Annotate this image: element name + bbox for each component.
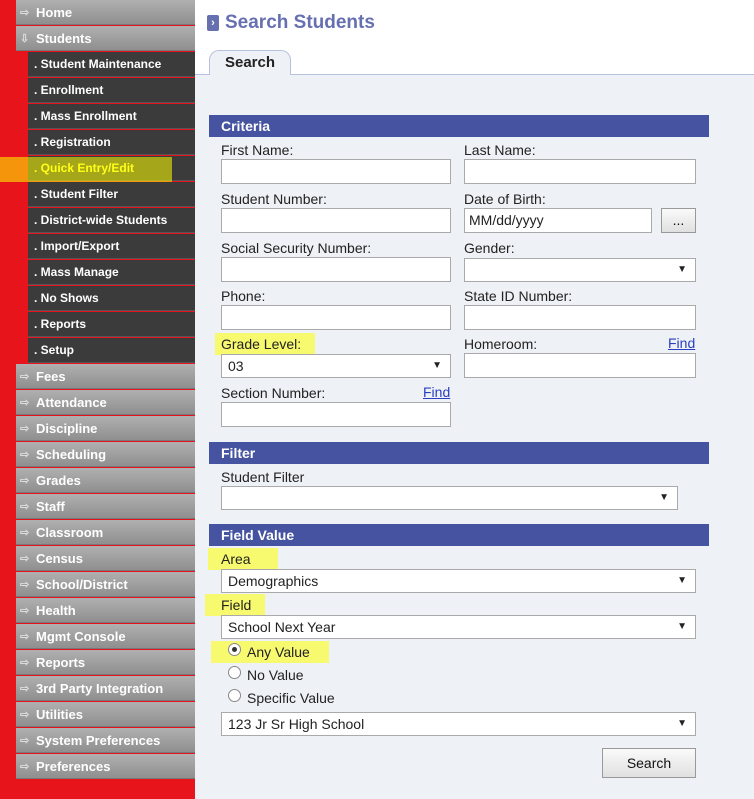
sidebar-item-label: Utilities xyxy=(36,706,83,722)
dropdown-arrow-icon: ▼ xyxy=(677,575,687,586)
subitem-prefix: . xyxy=(34,109,41,123)
subitem-prefix: . xyxy=(34,239,41,253)
student-number-field[interactable] xyxy=(221,208,451,233)
first-name-label: First Name: xyxy=(221,142,294,158)
sidebar-item-staff[interactable] xyxy=(16,494,195,519)
last-name-field[interactable] xyxy=(464,159,696,184)
sidebar-item-attendance[interactable] xyxy=(16,390,195,415)
specific-value-text: 123 Jr Sr High School xyxy=(228,716,365,732)
arrow-down-icon: ⇩ xyxy=(20,32,30,45)
sidebar-subitem-label: Setup xyxy=(40,343,75,357)
page-title xyxy=(207,12,375,34)
page-title-text: Search Students xyxy=(225,12,375,33)
sidebar-subitem-student-filter[interactable] xyxy=(28,182,195,207)
sidebar-subitem-mass-enrollment[interactable] xyxy=(28,104,195,129)
arrow-right-icon: ⇨ xyxy=(20,422,30,435)
arrow-right-icon: ⇨ xyxy=(20,6,30,19)
tab-strip xyxy=(195,50,754,75)
area-select[interactable] xyxy=(221,569,696,593)
specific-value-select[interactable] xyxy=(221,712,696,736)
dob-label: Date of Birth: xyxy=(464,191,546,207)
sidebar-subitem-label: Student Filter xyxy=(40,187,119,201)
dob-field[interactable]: MM/dd/yyyy xyxy=(464,208,652,233)
student-filter-select[interactable] xyxy=(221,486,678,510)
sidebar-subitem-label: Import/Export xyxy=(40,239,120,253)
field-value-header: Field Value xyxy=(209,524,709,546)
subitem-prefix: . xyxy=(34,317,41,331)
sidebar-item-mgmt-console[interactable] xyxy=(16,624,195,649)
sidebar-item-label: Health xyxy=(36,602,76,618)
criteria-header: Criteria xyxy=(209,115,709,137)
sidebar-subitem-student-maintenance[interactable] xyxy=(28,52,195,77)
specific-value-radio[interactable] xyxy=(228,689,241,702)
sidebar-item-label: Census xyxy=(36,550,83,566)
specific-value-label: Specific Value xyxy=(247,690,335,706)
any-value-radio[interactable] xyxy=(228,643,241,656)
arrow-right-icon: ⇨ xyxy=(20,656,30,669)
dropdown-arrow-icon: ▼ xyxy=(677,718,687,729)
subitem-prefix: . xyxy=(34,213,41,227)
arrow-right-icon: ⇨ xyxy=(20,500,30,513)
sidebar-item-system-preferences[interactable] xyxy=(16,728,195,753)
sidebar-item-label: Students xyxy=(36,30,92,46)
active-item-highlight xyxy=(0,157,172,182)
sidebar-item-utilities[interactable] xyxy=(16,702,195,727)
sidebar-item-preferences[interactable] xyxy=(16,754,195,779)
phone-label: Phone: xyxy=(221,288,266,304)
sidebar-subitem-enrollment[interactable] xyxy=(28,78,195,103)
tab-search[interactable]: Search xyxy=(209,50,291,76)
dropdown-arrow-icon: ▼ xyxy=(677,264,687,275)
sidebar-item-label: Home xyxy=(36,4,73,20)
phone-field[interactable] xyxy=(221,305,451,330)
sidebar-item-label: Classroom xyxy=(36,524,104,540)
homeroom-field[interactable] xyxy=(464,353,696,378)
arrow-right-icon: ⇨ xyxy=(20,474,30,487)
state-id-label: State ID Number: xyxy=(464,288,573,304)
search-button[interactable]: Search xyxy=(602,748,696,778)
sidebar-item-label: System Preferences xyxy=(36,732,161,748)
sidebar-item-home[interactable] xyxy=(16,0,195,25)
arrow-right-icon: ⇨ xyxy=(20,396,30,409)
homeroom-find-link[interactable]: Find xyxy=(668,335,696,351)
subitem-prefix: . xyxy=(34,57,41,71)
sidebar-item-3rd-party-integration[interactable] xyxy=(16,676,195,701)
filter-header: Filter xyxy=(209,442,709,464)
grade-level-value: 03 xyxy=(228,358,244,374)
sidebar-subitem-label: Mass Manage xyxy=(40,265,119,279)
last-name-label: Last Name: xyxy=(464,142,536,158)
sidebar-item-label: Staff xyxy=(36,498,65,514)
sidebar-item-discipline[interactable] xyxy=(16,416,195,441)
arrow-right-icon: ⇨ xyxy=(20,682,30,695)
subitem-prefix: . xyxy=(34,83,41,97)
arrow-right-icon: ⇨ xyxy=(20,708,30,721)
arrow-right-icon: ⇨ xyxy=(20,578,30,591)
arrow-right-icon: ⇨ xyxy=(20,760,30,773)
ssn-field[interactable] xyxy=(221,257,451,282)
sidebar-subitem-label: Mass Enrollment xyxy=(40,109,137,123)
sidebar-subitem-label: Student Maintenance xyxy=(40,57,162,71)
sidebar-item-census[interactable] xyxy=(16,546,195,571)
sidebar-subitem-registration[interactable] xyxy=(28,130,195,155)
dropdown-arrow-icon: ▼ xyxy=(677,621,687,632)
grade-level-select[interactable] xyxy=(221,354,451,378)
sidebar-item-health[interactable] xyxy=(16,598,195,623)
arrow-right-icon: ⇨ xyxy=(20,370,30,383)
arrow-right-icon: ⇨ xyxy=(20,552,30,565)
sidebar-item-label: 3rd Party Integration xyxy=(36,680,164,696)
sidebar-item-label: Attendance xyxy=(36,394,107,410)
ssn-label: Social Security Number: xyxy=(221,240,372,256)
chevron-right-icon: › xyxy=(207,15,219,31)
field-select-value: School Next Year xyxy=(228,619,336,635)
subitem-prefix: . xyxy=(34,291,41,305)
sidebar-subitem-reports[interactable] xyxy=(28,312,195,337)
sidebar-item-label: Reports xyxy=(36,654,86,670)
arrow-right-icon: ⇨ xyxy=(20,604,30,617)
sidebar-item-reports[interactable] xyxy=(16,650,195,675)
sidebar-item-label: Preferences xyxy=(36,758,111,774)
subitem-prefix: . xyxy=(34,187,41,201)
arrow-right-icon: ⇨ xyxy=(20,526,30,539)
search-form xyxy=(195,75,754,799)
section-find-link[interactable]: Find xyxy=(423,384,451,400)
arrow-right-icon: ⇨ xyxy=(20,734,30,747)
sidebar-subitem-setup[interactable] xyxy=(28,338,195,363)
sidebar-item-fees[interactable] xyxy=(16,364,195,389)
no-value-radio[interactable] xyxy=(228,666,241,679)
sidebar-subitem-district-wide-students[interactable] xyxy=(28,208,195,233)
subitem-prefix: . xyxy=(34,135,41,149)
sidebar-item-students[interactable] xyxy=(16,26,195,51)
sidebar-subitem-label: Registration xyxy=(40,135,111,149)
student-filter-label: Student Filter xyxy=(221,469,305,485)
sidebar-item-scheduling[interactable] xyxy=(16,442,195,467)
homeroom-label: Homeroom: xyxy=(464,336,538,352)
gender-label: Gender: xyxy=(464,240,515,256)
area-value: Demographics xyxy=(228,573,319,589)
nav-list xyxy=(16,0,195,780)
area-label: Area xyxy=(221,551,251,567)
arrow-right-icon: ⇨ xyxy=(20,448,30,461)
dropdown-arrow-icon: ▼ xyxy=(432,360,442,371)
first-name-field[interactable] xyxy=(221,159,451,184)
grade-level-label: Grade Level: xyxy=(221,336,302,352)
subitem-prefix: . xyxy=(34,265,41,279)
gender-select[interactable] xyxy=(464,258,696,282)
student-number-label: Student Number: xyxy=(221,191,327,207)
sidebar-subitem-import-export[interactable] xyxy=(28,234,195,259)
sidebar-edge xyxy=(0,0,10,799)
subitem-prefix: . xyxy=(34,343,41,357)
sidebar-item-label: Discipline xyxy=(36,420,98,436)
sidebar-item-label: Grades xyxy=(36,472,81,488)
sidebar-item-classroom[interactable] xyxy=(16,520,195,545)
sidebar-subitem-label: District-wide Students xyxy=(40,213,168,227)
section-number-field[interactable] xyxy=(221,402,451,427)
state-id-field[interactable] xyxy=(464,305,696,330)
sidebar-item-school-district[interactable] xyxy=(16,572,195,597)
dob-picker-button[interactable]: ... xyxy=(661,208,696,233)
arrow-right-icon: ⇨ xyxy=(20,630,30,643)
sidebar-item-grades[interactable] xyxy=(16,468,195,493)
dropdown-arrow-icon: ▼ xyxy=(659,492,669,503)
sidebar-item-label: Mgmt Console xyxy=(36,628,126,644)
main-content xyxy=(195,0,754,799)
sidebar-subitem-mass-manage[interactable] xyxy=(28,260,195,285)
sidebar-item-label: School/District xyxy=(36,576,128,592)
sidebar-subitem-label: No Shows xyxy=(40,291,99,305)
field-select[interactable] xyxy=(221,615,696,639)
section-number-label: Section Number: xyxy=(221,385,326,401)
sidebar-item-label: Scheduling xyxy=(36,446,107,462)
sidebar-subitem-label: Enrollment xyxy=(40,83,104,97)
sidebar-item-label: Fees xyxy=(36,368,66,384)
sidebar xyxy=(10,0,195,799)
field-label: Field xyxy=(221,597,252,613)
no-value-label: No Value xyxy=(247,667,304,683)
sidebar-subitem-label: Reports xyxy=(40,317,87,331)
any-value-label: Any Value xyxy=(247,644,310,660)
sidebar-subitem-no-shows[interactable] xyxy=(28,286,195,311)
